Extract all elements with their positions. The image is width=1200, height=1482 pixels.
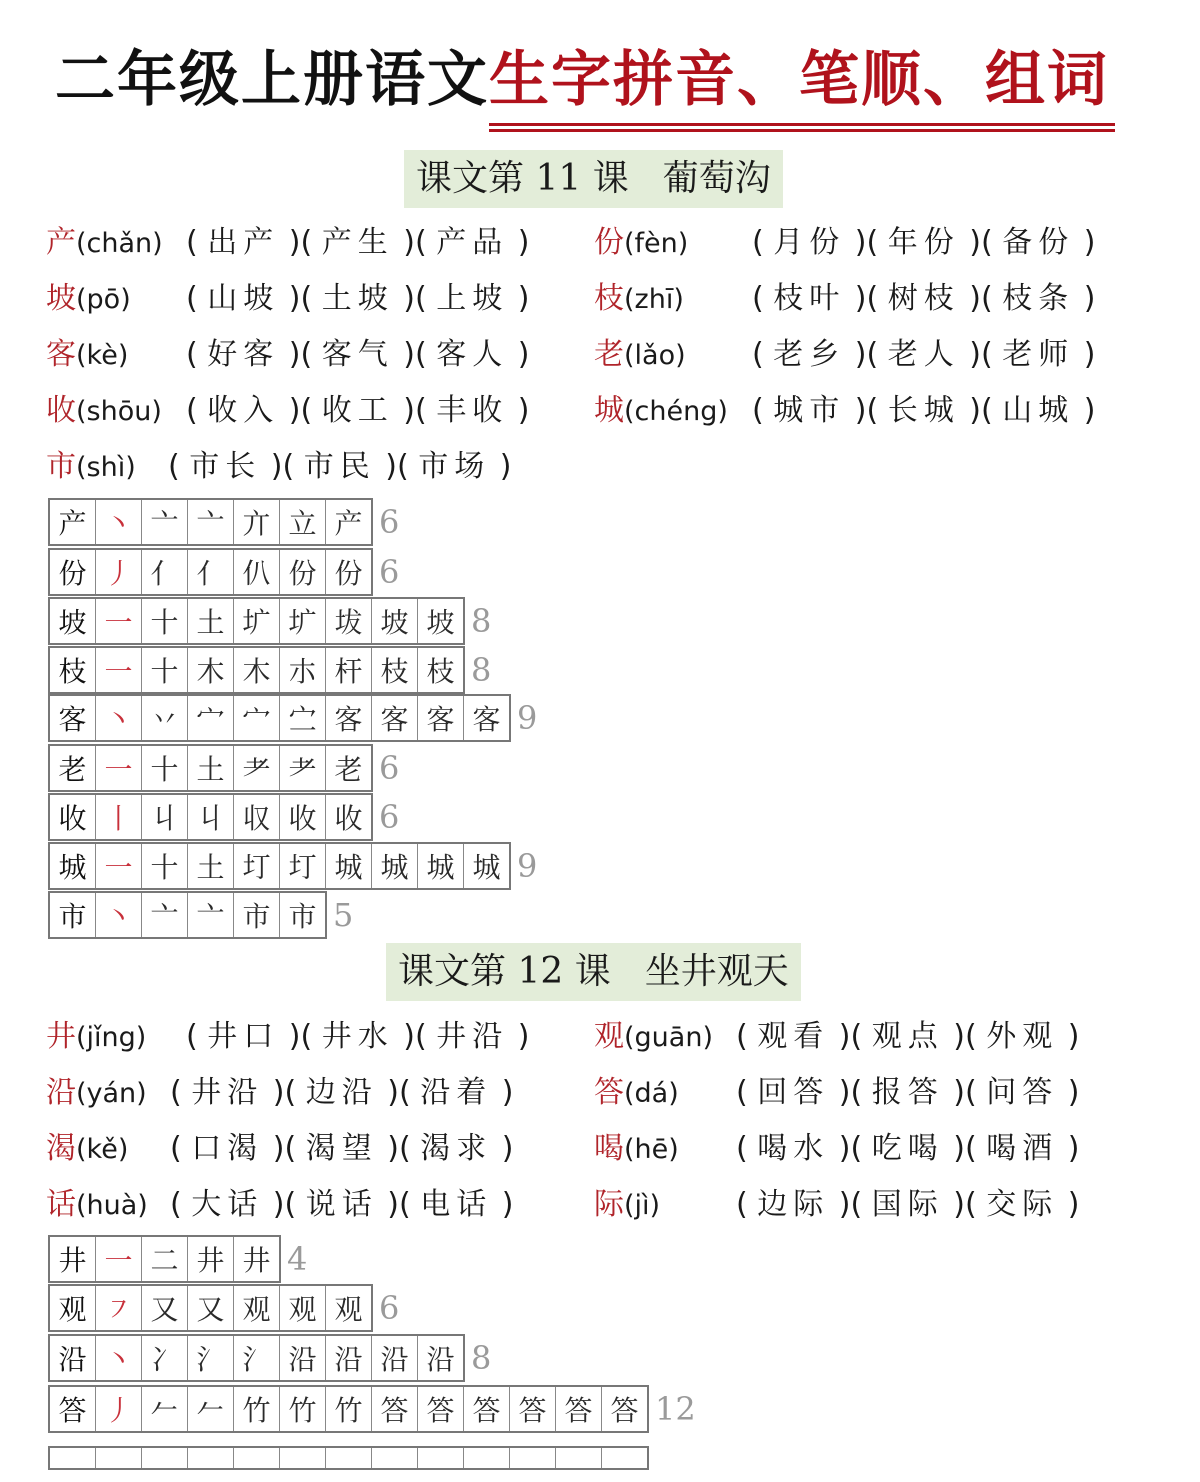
title-red-part: 生字拼音、笔顺、组词 xyxy=(489,40,1109,120)
word: ( 好客 ) xyxy=(186,330,301,380)
pinyin: (fèn) xyxy=(624,228,689,259)
stroke-step-cell: 土 xyxy=(188,599,234,643)
pinyin: (chéng) xyxy=(624,396,728,427)
word: ( 电话 ) xyxy=(399,1180,514,1230)
stroke-step-cell: 圢 xyxy=(234,844,280,888)
new-char: 沿 xyxy=(46,1075,76,1110)
stroke-step-cell: 客 xyxy=(326,696,372,740)
stroke-step-cell: 㝉 xyxy=(280,696,326,740)
word: ( 月份 ) xyxy=(752,218,867,268)
stroke-count: 6 xyxy=(379,1289,400,1327)
stroke-step-cell: 朩 xyxy=(280,648,326,692)
stroke-step-cell: 客 xyxy=(372,696,418,740)
stroke-count: 8 xyxy=(471,1339,492,1377)
page-title xyxy=(55,40,1109,120)
stroke-step-cell: 一 xyxy=(96,599,142,643)
stroke-step-cell: 答 xyxy=(610,1394,639,1427)
word: ( 报答 ) xyxy=(851,1068,966,1118)
word: ( 山城 ) xyxy=(981,386,1096,436)
word: ( 收入 ) xyxy=(186,386,301,436)
stroke-step-cell: 答 xyxy=(510,1387,556,1431)
stroke-count: 6 xyxy=(379,553,400,591)
stroke-count: 6 xyxy=(379,503,400,541)
stroke-step-cell: 亣 xyxy=(234,500,280,544)
stroke-step-cell: 仈 xyxy=(234,550,280,594)
lesson-11-heading xyxy=(404,150,783,208)
stroke-step-cell: 𠂉 xyxy=(188,1387,234,1431)
stroke-step-cell: 十 xyxy=(142,746,188,790)
stroke-step-cell: 亻 xyxy=(188,550,234,594)
word: ( 井沿 ) xyxy=(170,1068,285,1118)
stroke-step-cell: 十 xyxy=(142,844,188,888)
word: ( 城市 ) xyxy=(752,386,867,436)
word: ( 老师 ) xyxy=(981,330,1096,380)
stroke-char-cell: 枝 xyxy=(50,648,96,692)
stroke-step-cell: 収 xyxy=(234,795,280,839)
stroke-row-3 xyxy=(48,1385,696,1433)
stroke-char-cell: 答 xyxy=(50,1387,96,1431)
stroke-step-cell: 井 xyxy=(188,1237,234,1281)
stroke-step-cell: 立 xyxy=(280,500,326,544)
stroke-row-0 xyxy=(48,1235,307,1283)
word-row xyxy=(46,330,509,380)
stroke-count: 5 xyxy=(333,896,354,934)
word: ( 外观 ) xyxy=(965,1012,1080,1062)
stroke-step-cell: 一 xyxy=(96,844,142,888)
word: ( 井水 ) xyxy=(301,1012,416,1062)
word: ( 渴望 ) xyxy=(285,1124,400,1174)
pinyin: (lǎo) xyxy=(624,340,686,371)
word: ( 市民 ) xyxy=(283,442,398,492)
pinyin: (zhī) xyxy=(624,284,684,315)
pinyin: (pō) xyxy=(76,284,131,315)
word: ( 大话 ) xyxy=(170,1180,285,1230)
word: ( 枝条 ) xyxy=(981,274,1096,324)
stroke-row-0 xyxy=(48,498,399,546)
stroke-step-cell: 一 xyxy=(96,1237,142,1281)
word-row xyxy=(594,330,1075,380)
stroke-step-cell: 产 xyxy=(334,507,363,540)
stroke-step-cell: 亠 xyxy=(188,893,234,937)
stroke-row-2 xyxy=(48,597,491,645)
stroke-step-cell: 老 xyxy=(334,753,363,786)
stroke-step-cell: 客 xyxy=(418,696,464,740)
stroke-step-cell: 丿 xyxy=(96,550,142,594)
stroke-char-cell: 沿 xyxy=(50,1336,96,1380)
stroke-char-cell: 坡 xyxy=(50,599,96,643)
word: ( 山坡 ) xyxy=(186,274,301,324)
stroke-step-cell: 沿 xyxy=(280,1336,326,1380)
word-row xyxy=(46,442,491,492)
stroke-step-cell: 丶 xyxy=(96,696,142,740)
stroke-step-cell: ㇇ xyxy=(96,1286,142,1330)
word-row xyxy=(46,274,509,324)
word-row xyxy=(46,1012,509,1062)
stroke-row-5 xyxy=(48,744,399,792)
stroke-step-cell: 竹 xyxy=(280,1387,326,1431)
stroke-step-cell: 坡 xyxy=(372,599,418,643)
stroke-count: 8 xyxy=(471,651,492,689)
pinyin: (hē) xyxy=(624,1134,679,1165)
stroke-step-cell: 答 xyxy=(418,1387,464,1431)
stroke-step-cell: 收 xyxy=(280,795,326,839)
word-row xyxy=(46,1124,493,1174)
word: ( 产品 ) xyxy=(415,218,530,268)
stroke-step-cell: 氵 xyxy=(234,1336,280,1380)
stroke-step-cell: 氵 xyxy=(188,1336,234,1380)
new-char: 井 xyxy=(46,1019,76,1054)
word-row xyxy=(594,1124,1059,1174)
stroke-row-1 xyxy=(48,1284,399,1332)
title-black-part: 二年级上册语文 xyxy=(55,45,489,115)
word: ( 市长 ) xyxy=(168,442,283,492)
word: ( 观点 ) xyxy=(851,1012,966,1062)
stroke-step-cell: 市 xyxy=(234,893,280,937)
stroke-step-cell: 沿 xyxy=(326,1336,372,1380)
stroke-step-cell: 坡 xyxy=(426,606,455,639)
stroke-count: 6 xyxy=(379,749,400,787)
word-row xyxy=(46,386,509,436)
word-row xyxy=(594,274,1075,324)
word: ( 渴求 ) xyxy=(399,1124,514,1174)
word: ( 喝水 ) xyxy=(736,1124,851,1174)
stroke-step-cell: 亻 xyxy=(142,550,188,594)
word: ( 备份 ) xyxy=(981,218,1096,268)
stroke-step-cell: 又 xyxy=(188,1286,234,1330)
word-row xyxy=(594,1012,1059,1062)
stroke-count: 8 xyxy=(471,602,492,640)
word: ( 树枝 ) xyxy=(867,274,982,324)
word: ( 收工 ) xyxy=(301,386,416,436)
stroke-char-cell: 客 xyxy=(50,696,96,740)
word: ( 井口 ) xyxy=(186,1012,301,1062)
new-char: 答 xyxy=(594,1075,624,1110)
stroke-step-cell: 沿 xyxy=(426,1343,455,1376)
stroke-step-cell: 坺 xyxy=(326,599,372,643)
pinyin: (shōu) xyxy=(76,396,162,427)
word: ( 老乡 ) xyxy=(752,330,867,380)
stroke-step-cell: 竹 xyxy=(234,1387,280,1431)
word-row xyxy=(594,1180,1059,1230)
stroke-row-1 xyxy=(48,548,399,596)
pinyin: (shì) xyxy=(76,452,136,483)
stroke-step-cell: 丿 xyxy=(96,1387,142,1431)
pinyin: (jǐng) xyxy=(76,1022,147,1053)
new-char: 观 xyxy=(594,1019,624,1054)
stroke-step-cell: 丩 xyxy=(142,795,188,839)
new-char: 际 xyxy=(594,1187,624,1222)
new-char: 城 xyxy=(594,393,624,428)
new-char: 客 xyxy=(46,337,76,372)
stroke-char-cell: 收 xyxy=(50,795,96,839)
word: ( 口渴 ) xyxy=(170,1124,285,1174)
stroke-step-cell: 二 xyxy=(142,1237,188,1281)
stroke-step-cell: 观 xyxy=(234,1286,280,1330)
word: ( 长城 ) xyxy=(867,386,982,436)
stroke-row-4 xyxy=(48,694,537,742)
lesson-11-name: 葡萄沟 xyxy=(662,158,771,199)
lesson-12-name: 坐井观天 xyxy=(644,951,789,992)
pinyin: (dá) xyxy=(624,1078,679,1109)
new-char: 渴 xyxy=(46,1131,76,1166)
word: ( 边沿 ) xyxy=(285,1068,400,1118)
stroke-step-cell: 又 xyxy=(142,1286,188,1330)
word: ( 喝酒 ) xyxy=(965,1124,1080,1174)
stroke-step-cell: 丨 xyxy=(96,795,142,839)
stroke-row-6 xyxy=(48,793,399,841)
pinyin: (huà) xyxy=(76,1190,148,1221)
stroke-step-cell: 木 xyxy=(188,648,234,692)
stroke-step-cell: 枝 xyxy=(372,648,418,692)
stroke-step-cell: 圹 xyxy=(234,599,280,643)
stroke-step-cell: 冫 xyxy=(142,1336,188,1380)
stroke-step-cell: 份 xyxy=(334,557,363,590)
stroke-step-cell: 客 xyxy=(472,703,501,736)
word: ( 边际 ) xyxy=(736,1180,851,1230)
word-row xyxy=(46,218,509,268)
stroke-step-cell: 圢 xyxy=(280,844,326,888)
word-row xyxy=(594,218,1075,268)
stroke-step-cell: 份 xyxy=(280,550,326,594)
stroke-step-cell: 亠 xyxy=(142,893,188,937)
pinyin: (guān) xyxy=(624,1022,713,1053)
word: ( 回答 ) xyxy=(736,1068,851,1118)
stroke-step-cell: 宀 xyxy=(234,696,280,740)
stroke-row-8 xyxy=(48,891,353,939)
stroke-step-cell: 市 xyxy=(288,900,317,933)
stroke-step-cell: 一 xyxy=(96,746,142,790)
word: ( 枝叶 ) xyxy=(752,274,867,324)
stroke-step-cell: 丶 xyxy=(96,500,142,544)
stroke-step-cell: 枝 xyxy=(426,655,455,688)
stroke-step-cell: 圹 xyxy=(280,599,326,643)
pinyin: (kě) xyxy=(76,1134,129,1165)
new-char: 枝 xyxy=(594,281,624,316)
word-row xyxy=(594,1068,1059,1118)
new-char: 老 xyxy=(594,337,624,372)
word: ( 说话 ) xyxy=(285,1180,400,1230)
stroke-char-cell: 份 xyxy=(50,550,96,594)
lesson-11-label: 课文第 11 课 xyxy=(416,158,629,199)
word: ( 井沿 ) xyxy=(415,1012,530,1062)
stroke-step-cell: 𠂉 xyxy=(142,1387,188,1431)
word: ( 问答 ) xyxy=(965,1068,1080,1118)
stroke-char-cell: 市 xyxy=(50,893,96,937)
stroke-count: 9 xyxy=(517,699,538,737)
stroke-step-cell: 观 xyxy=(334,1293,363,1326)
stroke-step-cell: 城 xyxy=(472,851,501,884)
stroke-step-cell: 丶 xyxy=(96,1336,142,1380)
word: ( 土坡 ) xyxy=(301,274,416,324)
new-char: 喝 xyxy=(594,1131,624,1166)
word-row xyxy=(46,1180,493,1230)
new-char: 市 xyxy=(46,449,76,484)
stroke-row-2 xyxy=(48,1334,491,1382)
word: ( 吃喝 ) xyxy=(851,1124,966,1174)
stroke-step-cell: 耂 xyxy=(280,746,326,790)
word: ( 客气 ) xyxy=(301,330,416,380)
new-char: 份 xyxy=(594,225,624,260)
stroke-char-cell: 观 xyxy=(50,1286,96,1330)
pinyin: (yán) xyxy=(76,1078,147,1109)
stroke-char-cell: 井 xyxy=(50,1237,96,1281)
new-char: 产 xyxy=(46,225,76,260)
stroke-step-cell: 答 xyxy=(464,1387,510,1431)
pinyin: (jì) xyxy=(624,1190,661,1221)
stroke-step-cell: 十 xyxy=(142,648,188,692)
new-char: 坡 xyxy=(46,281,76,316)
stroke-step-cell: 竹 xyxy=(326,1387,372,1431)
word-row xyxy=(594,386,1075,436)
word: ( 年份 ) xyxy=(867,218,982,268)
stroke-row-3 xyxy=(48,646,491,694)
stroke-step-cell: 十 xyxy=(142,599,188,643)
stroke-char-cell: 城 xyxy=(50,844,96,888)
word: ( 观看 ) xyxy=(736,1012,851,1062)
stroke-step-cell: 杆 xyxy=(326,648,372,692)
word: ( 客人 ) xyxy=(415,330,530,380)
stroke-step-cell: 木 xyxy=(234,648,280,692)
stroke-step-cell: 一 xyxy=(96,648,142,692)
stroke-step-cell: 收 xyxy=(334,802,363,835)
pinyin: (chǎn) xyxy=(76,228,163,259)
stroke-step-cell: 耂 xyxy=(234,746,280,790)
stroke-step-cell: 沿 xyxy=(372,1336,418,1380)
word: ( 上坡 ) xyxy=(415,274,530,324)
stroke-step-cell: 井 xyxy=(242,1244,271,1277)
stroke-step-cell: 宀 xyxy=(188,696,234,740)
word: ( 交际 ) xyxy=(965,1180,1080,1230)
stroke-step-cell: 亠 xyxy=(142,500,188,544)
stroke-step-cell: 城 xyxy=(372,844,418,888)
stroke-step-cell: 土 xyxy=(188,844,234,888)
stroke-step-cell: 丶 xyxy=(96,893,142,937)
stroke-count: 6 xyxy=(379,798,400,836)
stroke-step-cell: 答 xyxy=(372,1387,418,1431)
new-char: 收 xyxy=(46,393,76,428)
word: ( 产生 ) xyxy=(301,218,416,268)
word: ( 沿着 ) xyxy=(399,1068,514,1118)
stroke-step-cell: 亠 xyxy=(188,500,234,544)
word: ( 国际 ) xyxy=(851,1180,966,1230)
stroke-step-cell: 观 xyxy=(280,1286,326,1330)
stroke-row-4-partial xyxy=(48,1434,649,1482)
word: ( 市场 ) xyxy=(397,442,512,492)
stroke-count: 4 xyxy=(287,1240,308,1278)
stroke-count: 9 xyxy=(517,847,538,885)
word-row xyxy=(46,1068,493,1118)
word: ( 出产 ) xyxy=(186,218,301,268)
word: ( 老人 ) xyxy=(867,330,982,380)
stroke-count: 12 xyxy=(655,1390,696,1428)
stroke-step-cell: 丩 xyxy=(188,795,234,839)
stroke-row-7 xyxy=(48,842,537,890)
stroke-step-cell: 城 xyxy=(326,844,372,888)
pinyin: (kè) xyxy=(76,340,129,371)
stroke-step-cell: 丷 xyxy=(142,696,188,740)
word: ( 丰收 ) xyxy=(415,386,530,436)
stroke-step-cell: 答 xyxy=(556,1387,602,1431)
stroke-step-cell: 城 xyxy=(418,844,464,888)
stroke-char-cell: 产 xyxy=(50,500,96,544)
stroke-step-cell: 土 xyxy=(188,746,234,790)
lesson-12-label: 课文第 12 课 xyxy=(398,951,611,992)
stroke-char-cell: 老 xyxy=(50,746,96,790)
new-char: 话 xyxy=(46,1187,76,1222)
lesson-12-heading xyxy=(386,943,801,1001)
